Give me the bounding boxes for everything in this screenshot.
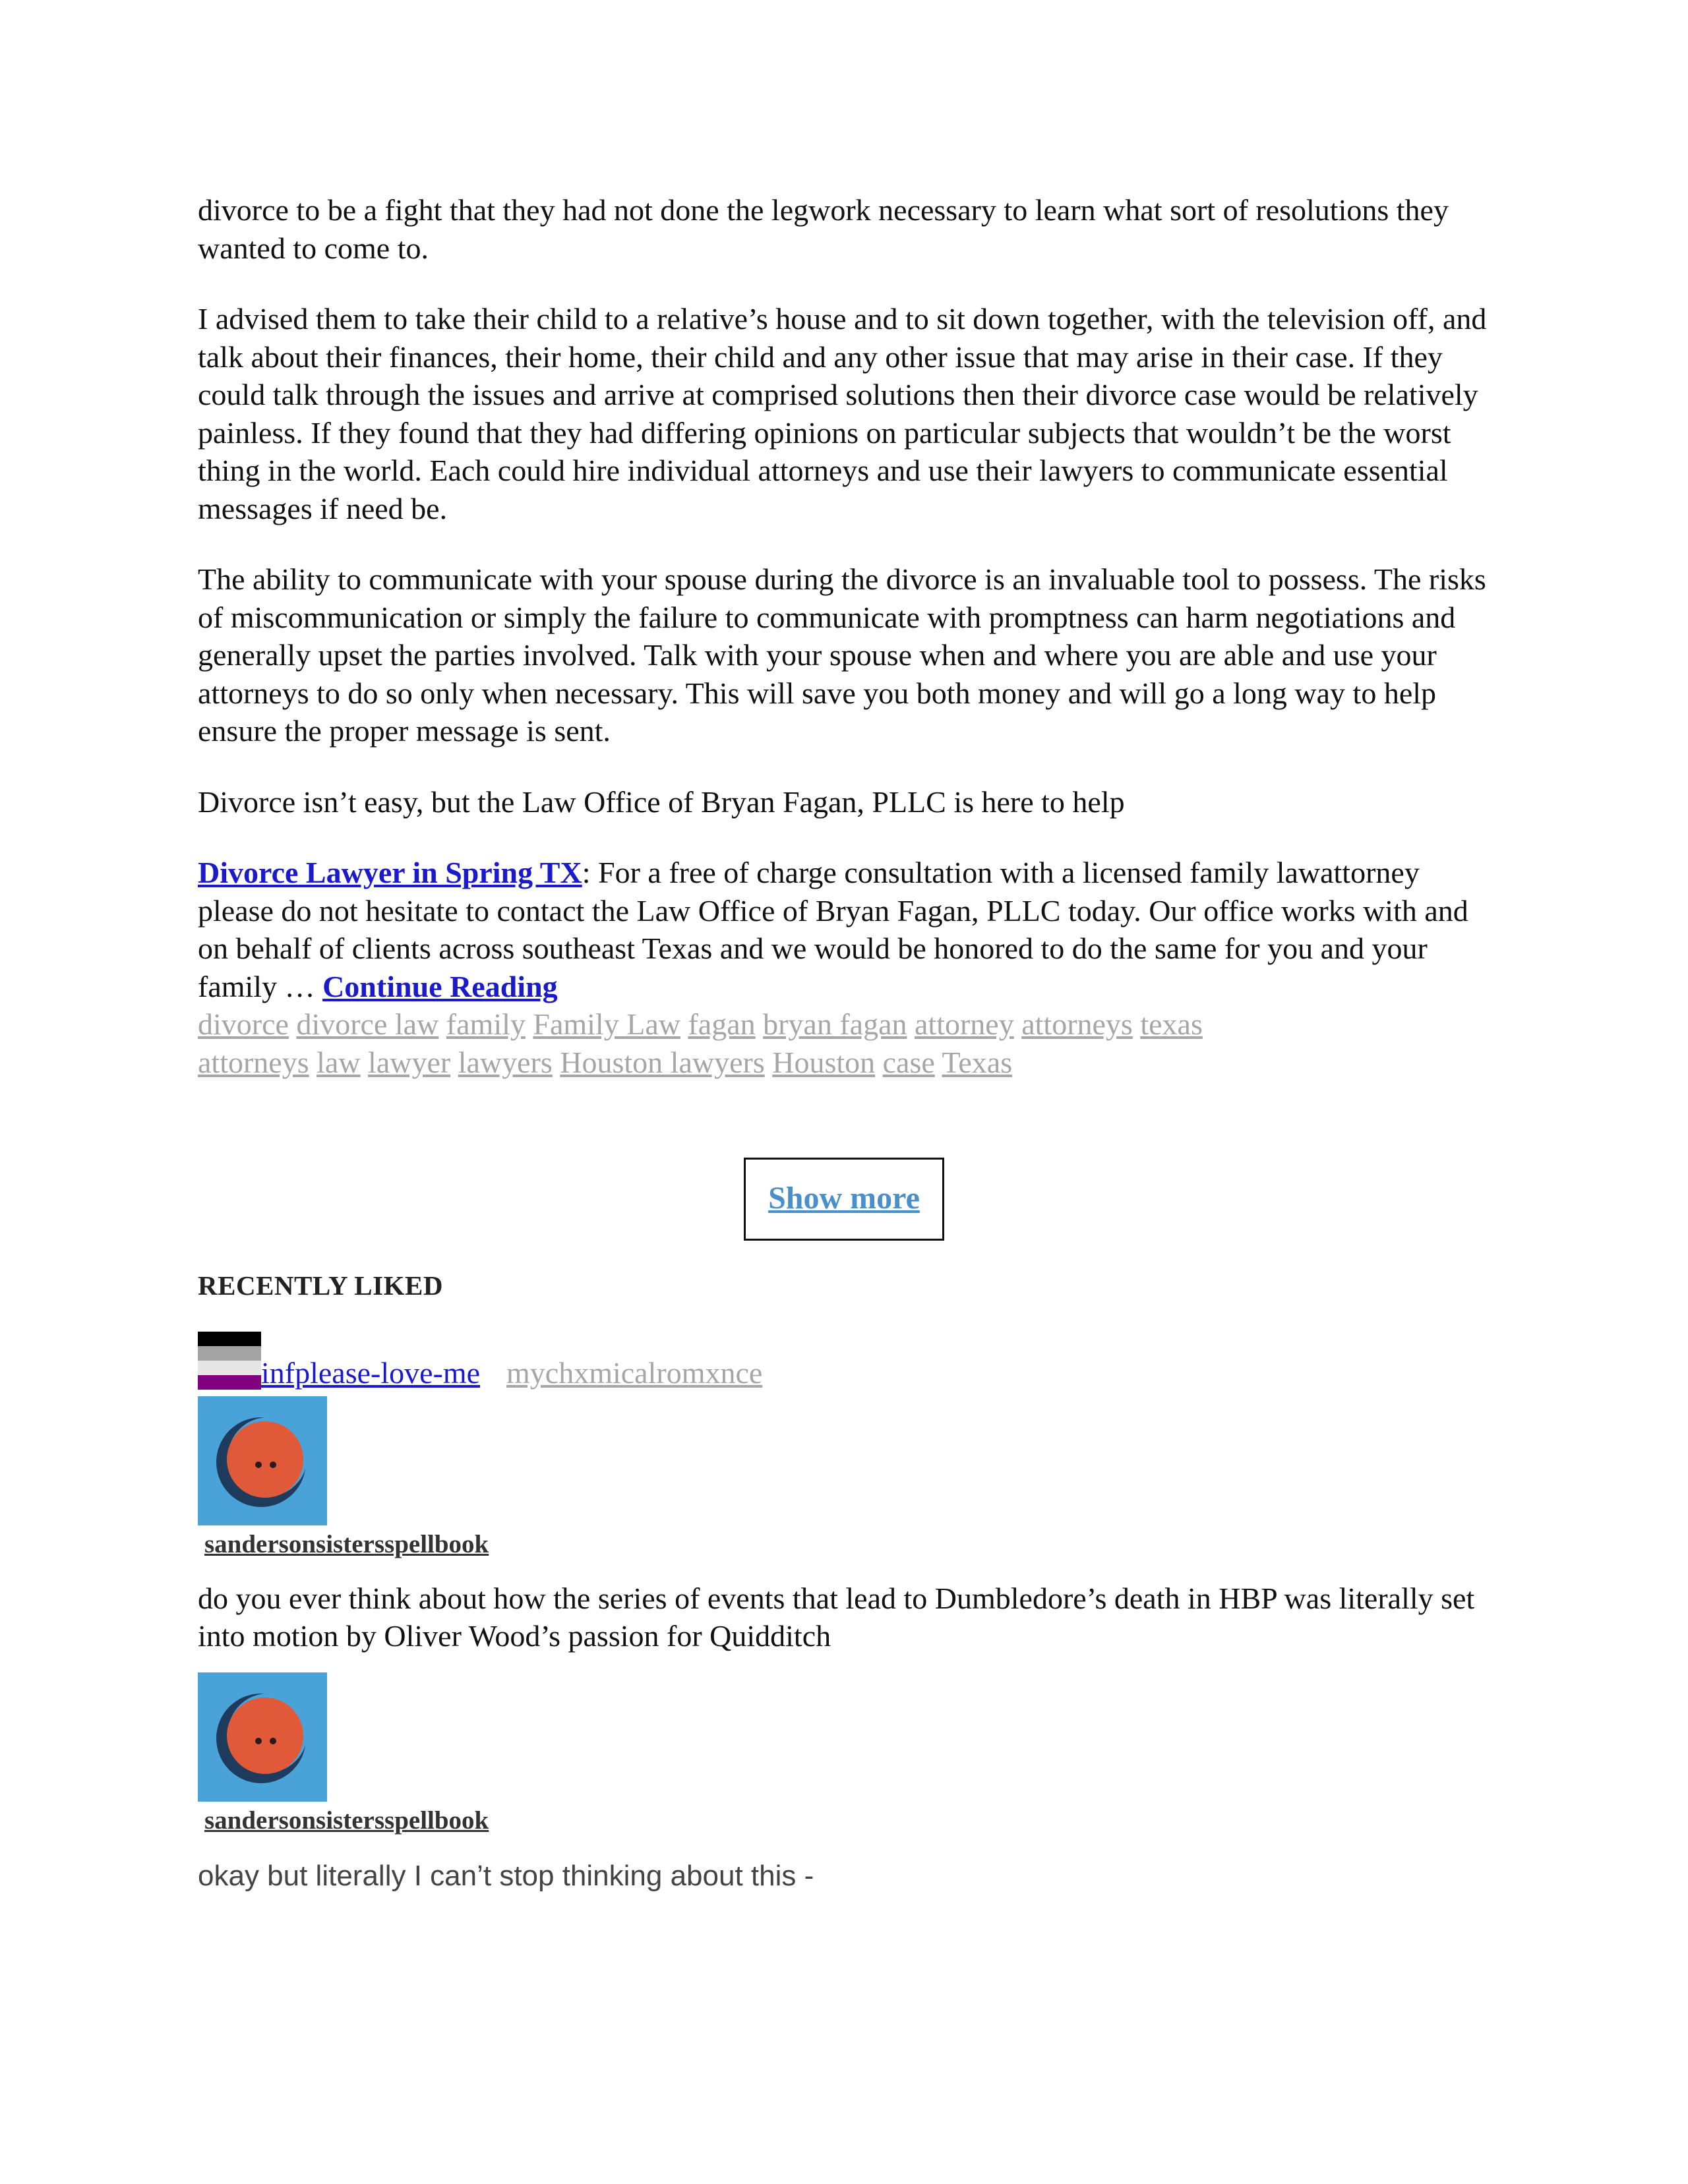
page <box>198 191 1490 1895</box>
tag-link[interactable]: Houston <box>772 1045 876 1079</box>
tag-link[interactable]: texas <box>1140 1007 1203 1041</box>
tag-link[interactable]: lawyer <box>368 1045 451 1079</box>
moon-face-icon <box>198 1396 327 1525</box>
article-paragraph-3: The ability to communicate with your spouse during the divorce is an invaluable tool to possess. The risks of miscommunication or simply the failure to communicate with promptness can harm negotiations and generally upset the parties involved. Talk with your spouse when and where you are able and use your attorneys to do so only when necessary. This will save you both money and will go a long way to help ensure the proper message is sent. <box>198 562 1486 748</box>
tag-link[interactable]: attorneys <box>1021 1007 1133 1041</box>
article-paragraph-1: divorce to be a fight that they had not done the legwork necessary to learn what sort of resolutions they wanted to come to. <box>198 193 1449 265</box>
post-text: do you ever think about how the series of events that lead to Dumbledore’s death in HBP was literally set into motion by Oliver Wood’s passion for Quidditch <box>198 1581 1475 1653</box>
tag-link[interactable]: lawyers <box>458 1045 553 1079</box>
show-more-container <box>198 1158 1490 1243</box>
tag-link[interactable]: attorney <box>915 1007 1014 1041</box>
tag-link[interactable]: divorce law <box>296 1007 439 1041</box>
liked-user-row <box>198 1324 1490 1388</box>
divorce-lawyer-link[interactable]: Divorce Lawyer in Spring TX <box>198 856 582 889</box>
tag-link[interactable]: attorneys <box>198 1045 309 1079</box>
recently-liked-heading: RECENTLY LIKED <box>198 1270 443 1301</box>
liked-post-2 <box>198 1672 1490 1895</box>
continue-reading-link[interactable]: Continue Reading <box>322 969 558 1003</box>
tag-link[interactable]: law <box>316 1045 361 1079</box>
tag-link[interactable]: Texas <box>942 1045 1013 1079</box>
post-text: okay but literally I can’t stop thinking about this - <box>198 1859 814 1892</box>
article-paragraph-4: Divorce isn’t easy, but the Law Office of Bryan Fagan, PLLC is here to help <box>198 784 1125 819</box>
article-cta-paragraph <box>198 854 1490 1005</box>
tag-list <box>198 1005 1490 1081</box>
tag-link[interactable]: Family Law <box>533 1007 680 1041</box>
liked-user-link[interactable]: infplease-love-me <box>261 1355 481 1390</box>
show-more-button[interactable]: Show more <box>744 1158 944 1241</box>
liked-post-1 <box>198 1396 1490 1655</box>
tag-link[interactable]: bryan fagan <box>763 1007 907 1041</box>
post-username[interactable]: sandersonsistersspellbook <box>204 1529 489 1558</box>
asexual-flag-avatar[interactable] <box>198 1332 261 1390</box>
tag-link[interactable]: case <box>882 1045 935 1079</box>
tag-link[interactable]: fagan <box>688 1007 756 1041</box>
tag-link[interactable]: family <box>446 1007 526 1041</box>
reblog-user-link[interactable]: mychxmicalromxnce <box>506 1355 763 1390</box>
tag-link[interactable]: Houston lawyers <box>560 1045 765 1079</box>
user-avatar[interactable] <box>198 1672 327 1802</box>
cta-text: : For a free of charge consultation with a licensed family lawattorney please do not hesitate to contact the Law Office of Bryan Fagan, PLLC today. Our office works with and on behalf of clients across southeast Texas and we would be honored to do the same for you and your family … <box>198 856 1468 1003</box>
moon-face-icon <box>198 1672 327 1802</box>
article-paragraph-2: I advised them to take their child to a relative’s house and to sit down together, with the television off, and talk about their finances, their home, their child and any other issue that may arise in their case. If they could talk through the issues and arrive at comprised solutions then their divorce case would be relatively painless. If they found that they had differing opinions on particular subjects that wouldn’t be the worst thing in the world. Each could hire individual attorneys and use their lawyers to communicate essential messages if need be. <box>198 302 1487 525</box>
user-avatar[interactable] <box>198 1396 327 1525</box>
tag-link[interactable]: divorce <box>198 1007 289 1041</box>
post-username[interactable]: sandersonsistersspellbook <box>204 1806 489 1835</box>
